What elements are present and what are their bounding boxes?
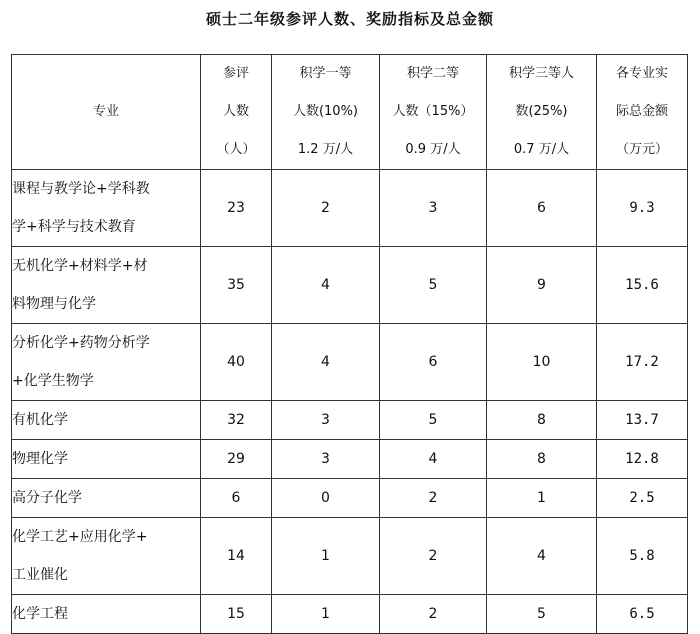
second-prize-cell: 5	[380, 401, 487, 440]
header-line: 参评	[222, 66, 249, 81]
second-prize-cell: 2	[380, 479, 487, 518]
first-prize-cell: 3	[272, 401, 380, 440]
third-prize-cell: 6	[487, 170, 597, 247]
first-prize-cell: 2	[272, 170, 380, 247]
count-cell: 15	[201, 595, 272, 634]
table-row	[12, 324, 688, 401]
first-prize-cell: 3	[272, 440, 380, 479]
total-amount-cell: 6.5	[597, 595, 688, 634]
total-amount-cell: 12.8	[597, 440, 688, 479]
second-prize-cell: 3	[380, 170, 487, 247]
column-header-first-prize	[272, 55, 380, 170]
second-prize-cell: 2	[380, 595, 487, 634]
third-prize-cell: 8	[487, 440, 597, 479]
total-amount-cell: 5.8	[597, 518, 688, 595]
header-line: 积学一等	[299, 66, 352, 81]
major-line: 学+科学与技术教育	[12, 219, 136, 235]
first-prize-cell: 4	[272, 247, 380, 324]
count-cell: 29	[201, 440, 272, 479]
count-cell: 40	[201, 324, 272, 401]
header-line: 际总金额	[615, 104, 668, 119]
major-cell	[12, 247, 201, 324]
page-title: 硕士二年级参评人数、奖励指标及总金额	[205, 10, 494, 28]
major-line: 无机化学+材料学+材	[12, 258, 148, 274]
table-row	[12, 401, 688, 440]
count-cell: 14	[201, 518, 272, 595]
second-prize-cell: 2	[380, 518, 487, 595]
column-header-total-amount	[597, 55, 688, 170]
header-line: （万元）	[615, 142, 668, 157]
header-line: 人数	[222, 104, 249, 119]
total-amount-cell: 2.5	[597, 479, 688, 518]
table-row	[12, 247, 688, 324]
count-cell: 32	[201, 401, 272, 440]
table-row	[12, 595, 688, 634]
first-prize-cell: 0	[272, 479, 380, 518]
major-cell	[12, 324, 201, 401]
major-line: 料物理与化学	[12, 296, 96, 312]
major-line: 分析化学+药物分析学	[12, 335, 150, 351]
third-prize-cell: 8	[487, 401, 597, 440]
header-line: 各专业实	[615, 66, 668, 81]
header-line: 数(25%)	[515, 104, 568, 119]
first-prize-cell: 1	[272, 595, 380, 634]
total-amount-cell: 15.6	[597, 247, 688, 324]
major-line: 物理化学	[12, 451, 68, 467]
major-cell	[12, 595, 201, 634]
table-row	[12, 170, 688, 247]
third-prize-cell: 5	[487, 595, 597, 634]
header-line: 0.7 万/人	[513, 142, 570, 157]
header-line: 积学三等人	[508, 66, 574, 81]
total-amount-cell: 9.3	[597, 170, 688, 247]
third-prize-cell: 1	[487, 479, 597, 518]
major-line: 化学工程	[12, 606, 68, 622]
total-amount-cell: 13.7	[597, 401, 688, 440]
major-cell	[12, 518, 201, 595]
major-line: 化学工艺+应用化学+	[12, 529, 148, 545]
second-prize-cell: 6	[380, 324, 487, 401]
table-row	[12, 440, 688, 479]
header-line: 人数(10%)	[292, 104, 359, 119]
third-prize-cell: 4	[487, 518, 597, 595]
major-cell	[12, 440, 201, 479]
award-table	[11, 54, 688, 634]
table-row	[12, 479, 688, 518]
column-header-major	[12, 55, 201, 170]
table-row	[12, 518, 688, 595]
major-line: 工业催化	[12, 567, 68, 583]
header-line: 专业	[92, 104, 119, 119]
major-cell	[12, 479, 201, 518]
count-cell: 6	[201, 479, 272, 518]
header-line: 积学二等	[406, 66, 459, 81]
second-prize-cell: 5	[380, 247, 487, 324]
major-line: +化学生物学	[12, 373, 94, 389]
major-cell	[12, 401, 201, 440]
first-prize-cell: 1	[272, 518, 380, 595]
second-prize-cell: 4	[380, 440, 487, 479]
third-prize-cell: 10	[487, 324, 597, 401]
column-header-second-prize	[380, 55, 487, 170]
column-header-count	[201, 55, 272, 170]
major-line: 课程与教学论+学科教	[12, 181, 150, 197]
major-cell	[12, 170, 201, 247]
count-cell: 35	[201, 247, 272, 324]
first-prize-cell: 4	[272, 324, 380, 401]
third-prize-cell: 9	[487, 247, 597, 324]
header-line: 1.2 万/人	[297, 142, 354, 157]
header-line: 人数（15%）	[392, 104, 474, 119]
column-header-third-prize	[487, 55, 597, 170]
header-line: （人）	[216, 142, 256, 157]
header-line: 0.9 万/人	[405, 142, 461, 157]
header-row	[12, 55, 688, 170]
total-amount-cell: 17.2	[597, 324, 688, 401]
major-line: 有机化学	[12, 412, 68, 428]
count-cell: 23	[201, 170, 272, 247]
major-line: 高分子化学	[12, 490, 82, 506]
